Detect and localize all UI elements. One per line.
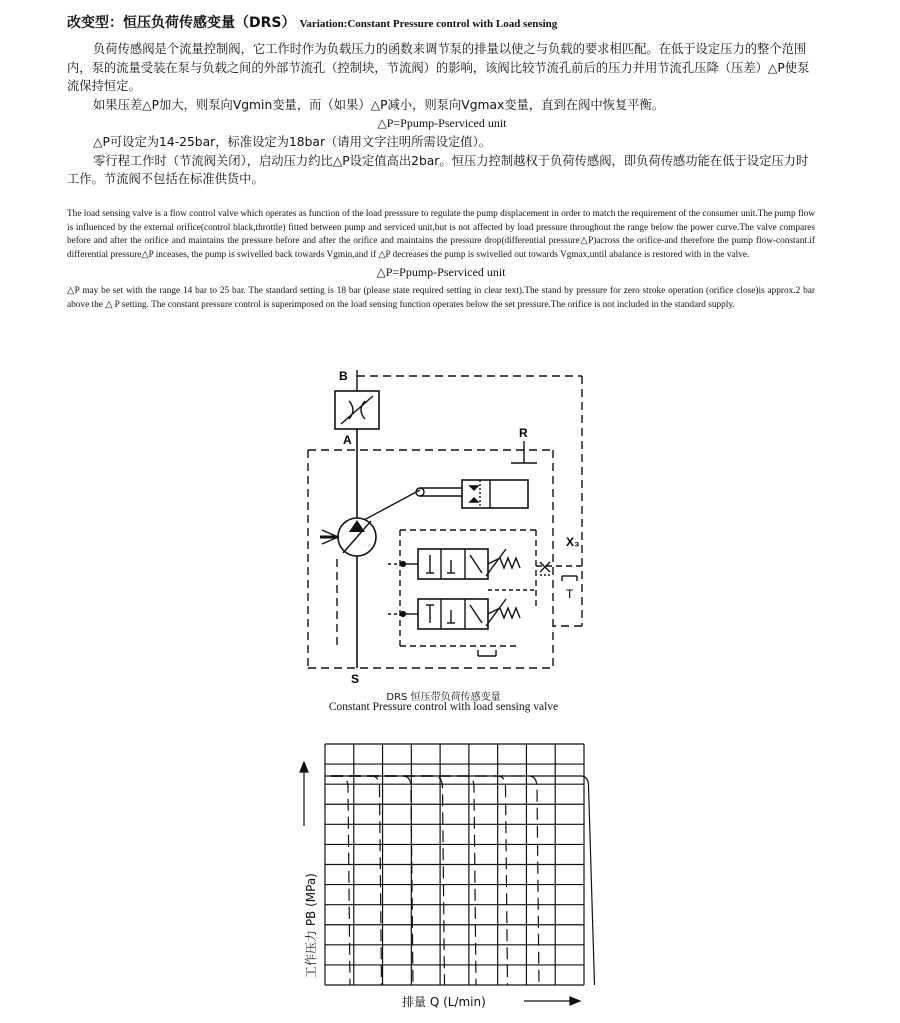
heading-en: Variation:Constant Pressure control with Load sensing <box>299 18 558 30</box>
pressure-curve <box>331 776 445 985</box>
heading-cn: 改变型：恒压负荷传感变量（DRS） <box>67 15 296 31</box>
pressure-curve <box>331 776 382 985</box>
english-description <box>67 208 815 313</box>
en-paragraph-2: △P may be set with the range 14 bar to 25 bar. The standard setting is 18 bar (please state required setting in clear text).The stand by pressure for zero stroke operation (orifice close)is approx.2 bar above the △ P setting. The constant pressure control is superimposed on the load sensing function operates below the set pressure.The orifice is not included in the standard supply. <box>67 286 815 310</box>
pressure-curve <box>331 776 508 985</box>
pressure-curve <box>331 776 539 985</box>
section-heading <box>67 12 557 32</box>
port-r-label: R <box>519 426 528 440</box>
en-formula: △P=Ppump-Pserviced unit <box>376 265 506 280</box>
cn-formula: △P=Ppump-Pserviced unit <box>377 116 507 131</box>
diagram-caption-cn: DRS 恒压带负荷传感变量 <box>386 692 501 703</box>
cn-paragraph-4: 零行程工作时（节流阀关闭），启动压力约比△P设定值高出2bar。恒压力控制越权于负荷传感阀，即负荷传感功能在低于设定压力时工作。节流阀不包括在标准供货中。 <box>67 153 809 187</box>
x-axis-label: 排量 Q (L/min) <box>402 995 486 1009</box>
port-a-label: A <box>343 433 352 447</box>
port-b-label: B <box>339 369 348 383</box>
diagram-caption-en: Constant Pressure control with load sensing valve <box>328 701 559 713</box>
en-paragraph-1: The load sensing valve is a flow control valve which operates as function of the load presssure to regulate the pump displacement in order to match the requirement of the consumer unit.The pump flow is influenced by the external orifice(control black,throttle) fitted between pump and serviced unit,but is not affected by load pressure throughout the range below the power curve.The valve compares before and after the orifice and maintains the pressure before and after the orifice and maintains the pressure drop(differential pressure△P)across the orifice-and therefore the pump flow-constant.if differential pressure△P inceases, the pump is swivelled back towards Vgmin,and if △P decreases the pump is swivelled out towards Vgmax,until abalance is restored with in the valve. <box>67 209 815 260</box>
port-t-label: T <box>566 587 574 601</box>
pressure-curve <box>331 776 476 985</box>
cn-paragraph-1: 负荷传感阀是个流量控制阀，它工作时作为负载压力的函数来调节泵的排量以使之与负载的要求相匹配。在低于设定压力的整个范围内，泵的流量受装在泵与负载之间的外部节流孔（控制块，节流阀）的影响，该阀比较节流孔前后的压力并用节流孔压降（压差）△P使泵流保持恒定。 <box>67 42 810 94</box>
port-s-label: S <box>351 672 360 686</box>
cn-paragraph-2: 如果压差△P加大，则泵向Vgmin变量，而（如果）△P减小，则泵向Vgmax变量，直到在阀中恢复平衡。 <box>93 97 665 112</box>
cn-paragraph-3: △P可设定为14-25bar，标准设定为18bar（请用文字注明所需设定值）。 <box>93 134 492 149</box>
port-x3-label: X₃ <box>566 535 580 549</box>
y-axis-label: 工作压力 PB (MPa) <box>304 873 318 978</box>
pressure-curve <box>331 776 413 985</box>
pressure-curve <box>331 776 350 985</box>
pressure-curve <box>325 776 595 985</box>
chinese-description <box>67 40 817 189</box>
